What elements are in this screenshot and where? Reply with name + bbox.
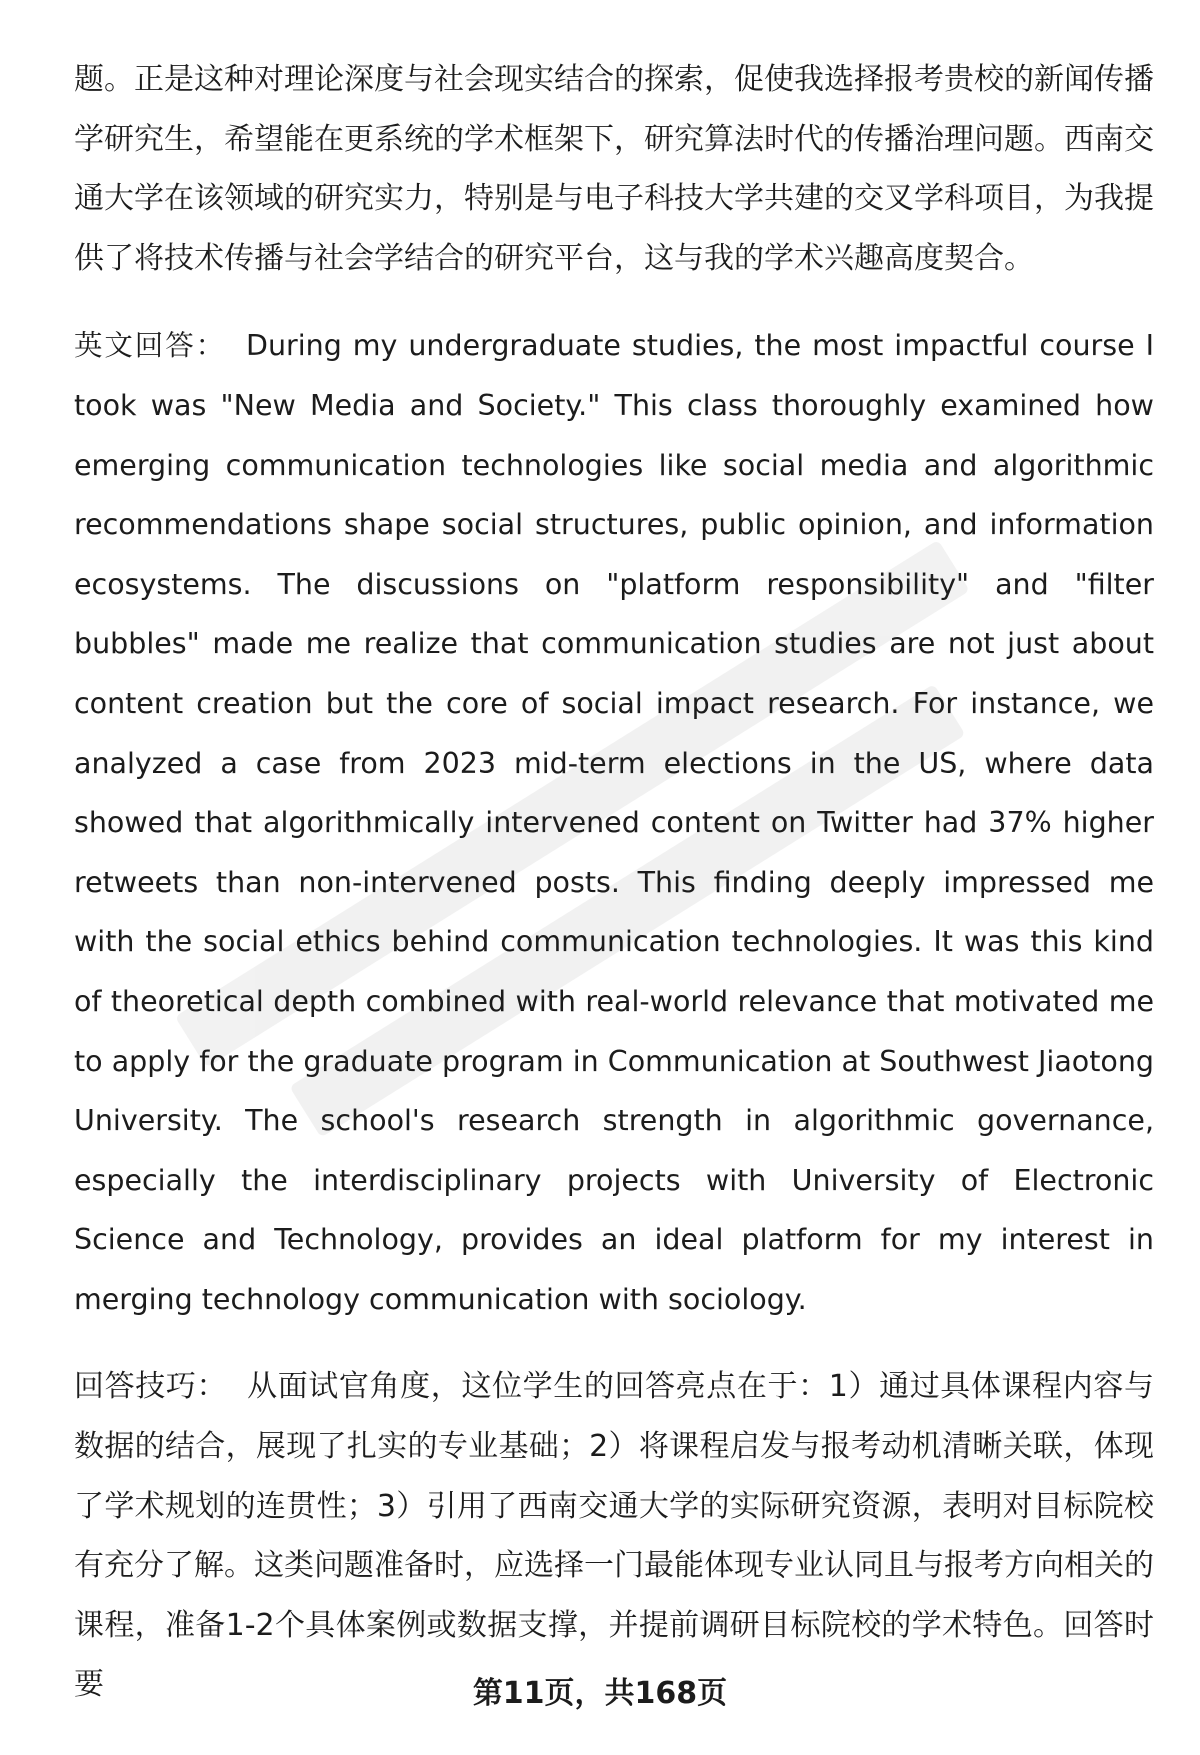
document-page xyxy=(74,50,1154,1743)
english-answer-label: 英文回答： xyxy=(74,329,227,363)
answer-tips-label: 回答技巧： xyxy=(74,1369,228,1405)
paragraph-english-answer xyxy=(74,316,1154,1329)
paragraph-answer-tips xyxy=(74,1357,1154,1715)
english-answer-text: During my undergraduate studies, the most impactful course I took was "New Media and Society." This class thoroughly examined how emerging communication technologies like social media and algorithmic recommendations shape social structures, public opinion, and information ecosystems. The discussions on "platform responsibility" and "filter bubbles" made me realize that communication studies are not just about content creation but the core of social impact research. For instance, we analyzed a case from 2023 mid-term elections in the US, where data showed that algorithmically intervened content on Twitter had 37% higher retweets than non-intervened posts. This finding deeply impressed me with the social ethics behind communication technologies. It was this kind of theoretical depth combined with real-world relevance that motivated me to apply for the graduate program in Communication at Southwest Jiaotong University. The school's research strength in algorithmic governance, especially the interdisciplinary projects with University of Electronic Science and Technology, provides an ideal platform for my interest in merging technology communication with sociology. xyxy=(74,329,1154,1316)
paragraph-chinese-continuation: 题。正是这种对理论深度与社会现实结合的探索，促使我选择报考贵校的新闻传播学研究生，希望能在更系统的学术框架下，研究算法时代的传播治理问题。西南交通大学在该领域的研究实力，特别是与电子科技大学共建的交叉学科项目，为我提供了将技术传播与社会学结合的研究平台，这与我的学术兴趣高度契合。 xyxy=(74,62,1154,276)
answer-tips-text: 从面试官角度，这位学生的回答亮点在于：1）通过具体课程内容与数据的结合，展现了扎实的专业基础；2）将课程启发与报考动机清晰关联，体现了学术规划的连贯性；3）引用了西南交通大学的实际研究资源，表明对目标院校有充分了解。这类问题准备时，应选择一门最能体现专业认同且与报考方向相关的课程，准备1-2个具体案例或数据支撑，并提前调研目标院校的学术特色。回答时要 xyxy=(74,1369,1154,1703)
page-indicator: 第11页，共168页 xyxy=(472,1676,728,1711)
